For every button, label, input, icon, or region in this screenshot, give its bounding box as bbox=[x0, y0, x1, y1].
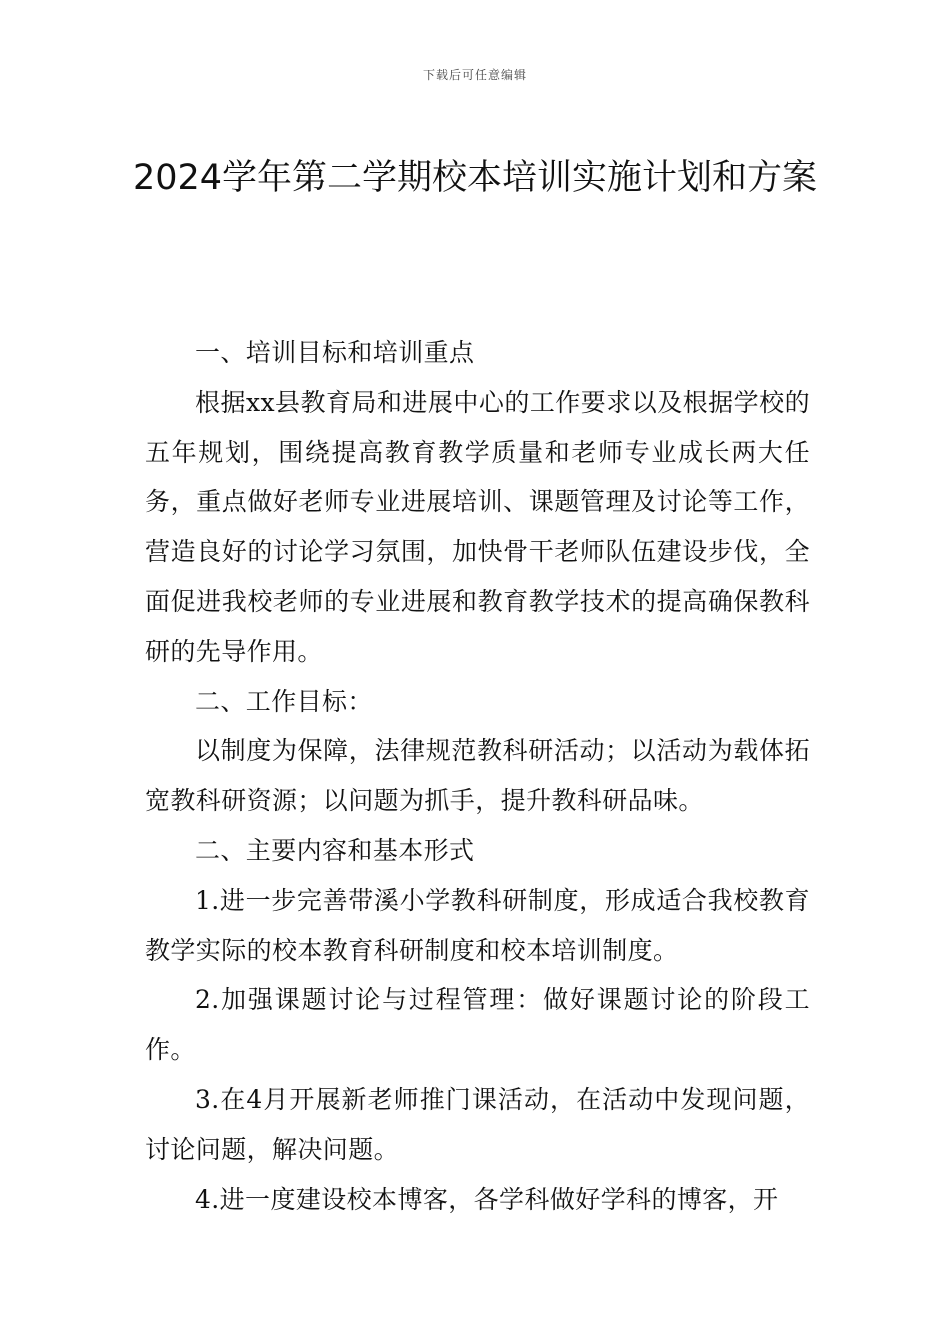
document-body bbox=[145, 328, 810, 1224]
header-note: 下载后可任意编辑 bbox=[422, 68, 527, 82]
list-item: 1.进一步完善带溪小学教科研制度，形成适合我校教育教学实际的校本教育科研制度和校本培训制度。 bbox=[145, 885, 810, 965]
paragraph: 根据xx县教育局和进展中心的工作要求以及根据学校的五年规划，围绕提高教育教学质量和老师专业成长两大任务，重点做好老师专业进展培训、课题管理及讨论等工作，营造良好的讨论学习氛围，加快骨干老师队伍建设步伐，全面促进我校老师的专业进展和教育教学技术的提高确保教科研的先导作用。 bbox=[145, 387, 810, 666]
document-title: 2024学年第二学期校本培训实施计划和方案 bbox=[132, 158, 818, 198]
paragraph: 以制度为保障，法律规范教科研活动；以活动为载体拓宽教科研资源；以问题为抓手，提升教科研品味。 bbox=[145, 736, 810, 816]
section-heading-training-goals: 一、培训目标和培训重点 bbox=[195, 338, 475, 367]
section-heading-work-goals: 二、工作目标： bbox=[195, 686, 373, 716]
section-heading-main-content: 二、主要内容和基本形式 bbox=[195, 835, 475, 865]
list-item: 3.在4月开展新老师推门课活动，在活动中发现问题，讨论问题，解决问题。 bbox=[145, 1084, 810, 1164]
list-item: 4.进一度建设校本博客，各学科做好学科的博客，开 bbox=[195, 1184, 779, 1214]
list-item: 2.加强课题讨论与过程管理：做好课题讨论的阶段工作。 bbox=[145, 985, 810, 1065]
